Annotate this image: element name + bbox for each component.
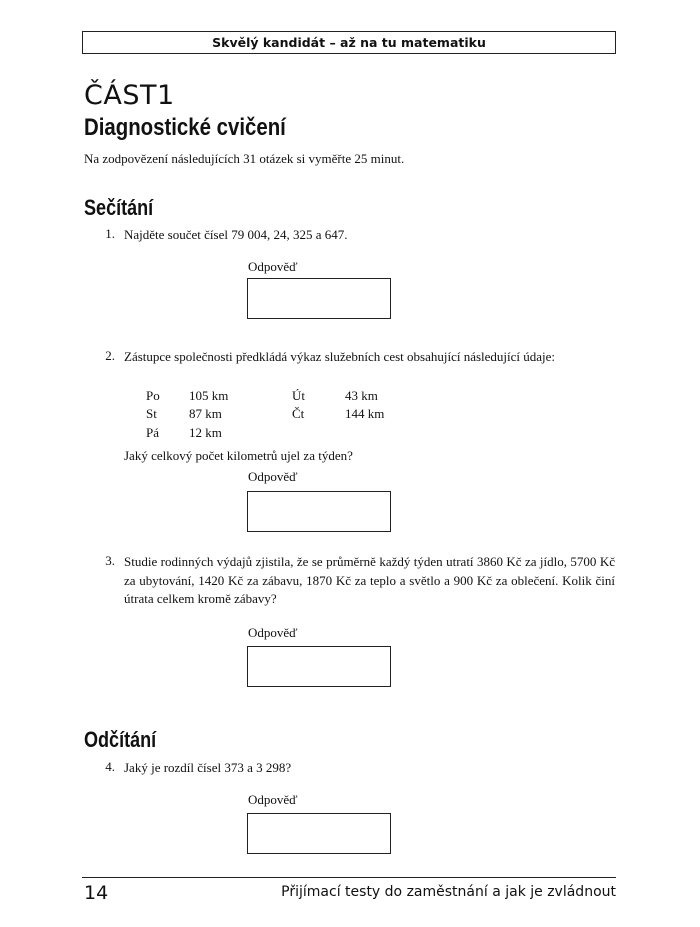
table-cell-day: Út: [292, 388, 305, 403]
question-number: 2.: [105, 348, 115, 363]
answer-box[interactable]: [247, 646, 391, 687]
section-heading-addition: Sečítání: [84, 195, 154, 220]
answer-box[interactable]: [247, 491, 391, 532]
question-number: 1.: [105, 226, 115, 241]
running-header: [82, 31, 616, 54]
question-number: 4.: [105, 759, 115, 774]
intro-text: Na zodpovězení následujících 31 otázek si vyměřte 25 minut.: [84, 151, 405, 166]
footer-divider: [82, 877, 616, 878]
running-header-title: Skvělý kandidát – až na tu matematiku: [212, 35, 486, 50]
answer-label: Odpověď: [248, 469, 298, 484]
table-cell-day: Pá: [146, 425, 159, 440]
footer-book-title: Přijímací testy do zaměstnání a jak je zvládnout: [281, 884, 616, 900]
question-text: Jaký je rozdíl čísel 373 a 3 298?: [124, 760, 292, 775]
table-cell-km: 43 km: [345, 388, 378, 403]
question-followup: Jaký celkový počet kilometrů ujel za týden?: [124, 448, 353, 463]
page-number: 14: [84, 882, 109, 904]
answer-box[interactable]: [247, 278, 391, 319]
answer-label: Odpověď: [248, 792, 298, 807]
table-cell-km: 87 km: [189, 406, 222, 421]
section-heading-subtraction: Odčítání: [84, 727, 157, 752]
question-text: Zástupce společnosti předkládá výkaz služebních cest obsahující následující údaje:: [124, 349, 556, 364]
answer-box[interactable]: [247, 813, 391, 854]
answer-label: Odpověď: [248, 625, 298, 640]
table-cell-day: Po: [146, 388, 160, 403]
table-cell-day: Čt: [292, 406, 305, 421]
question-text: Najděte součet čísel 79 004, 24, 325 a 647.: [124, 227, 348, 242]
table-cell-km: 144 km: [345, 406, 385, 421]
question-text: Studie rodinných výdajů zjistila, že se průměrně každý týden utratí 3860 Kč za jídlo, 5700 Kč za ubytování, 1420 Kč za zábavu, 1870 Kč za teplo a světlo a 900 Kč za oblečení. Kolik činí útrata celkem kromě zábavy?: [124, 554, 615, 606]
table-cell-day: St: [146, 406, 157, 421]
table-cell-km: 12 km: [189, 425, 222, 440]
question-number: 3.: [105, 553, 115, 568]
answer-label: Odpověď: [248, 259, 298, 274]
table-cell-km: 105 km: [189, 388, 229, 403]
part-title: ČÁST1: [84, 80, 175, 111]
chapter-title: Diagnostické cvičení: [84, 114, 286, 141]
